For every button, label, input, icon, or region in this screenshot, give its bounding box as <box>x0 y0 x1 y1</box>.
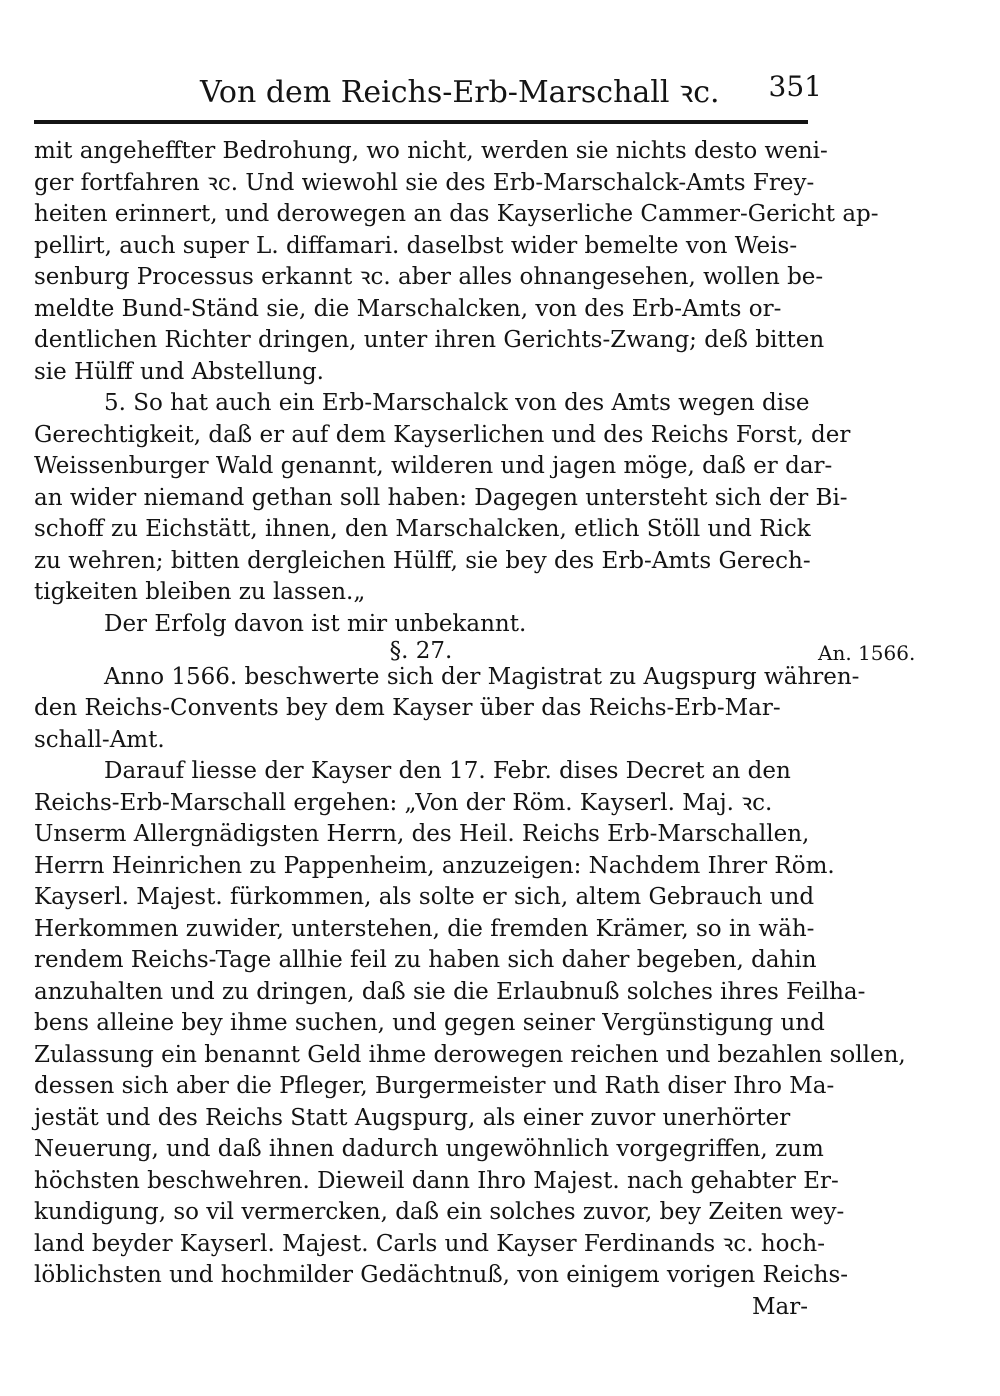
text-line: dessen sich aber die Pfleger, Burgermeister und Rath diser Ihro Ma- <box>34 1073 835 1099</box>
running-title: Von dem Reichs-Erb-Marschall ꝛc. <box>200 75 720 110</box>
text-line: schall-Amt. <box>34 727 165 753</box>
text-line: Weissenburger Wald genannt, wilderen und jagen möge, daß er dar- <box>34 453 833 479</box>
text-line: Kayserl. Majest. fürkommen, als solte er sich, altem Gebrauch und <box>34 884 815 910</box>
text-line: ger fortfahren ꝛc. Und wiewohl sie des Erb-Marschalck-Amts Frey- <box>34 170 815 196</box>
text-line: tigkeiten bleiben zu lassen.„ <box>34 579 366 605</box>
text-line: senburg Processus erkannt ꝛc. aber alles ohnangesehen, wollen be- <box>34 264 824 290</box>
text-line: Anno 1566. beschwerte sich der Magistrat zu Augspurg währen- <box>104 664 860 690</box>
text-line: Reichs-Erb-Marschall ergehen: „Von der Röm. Kayserl. Maj. ꝛc. <box>34 790 773 816</box>
text-line: mit angeheffter Bedrohung, wo nicht, werden sie nichts desto weni- <box>34 138 828 164</box>
text-line: Der Erfolg davon ist mir unbekannt. <box>104 611 527 637</box>
text-line: land beyder Kayserl. Majest. Carls und Kayser Ferdinands ꝛc. hoch- <box>34 1231 825 1257</box>
text-line: kundigung, so vil vermercken, daß ein solches zuvor, bey Zeiten wey- <box>34 1199 845 1225</box>
text-line: Herkommen zuwider, unterstehen, die fremden Krämer, so in wäh- <box>34 916 815 942</box>
text-line: höchsten beschwehren. Dieweil dann Ihro Majest. nach gehabter Er- <box>34 1168 839 1194</box>
text-line: jestät und des Reichs Statt Augspurg, als einer zuvor unerhörter <box>34 1105 791 1131</box>
text-line: Herrn Heinrichen zu Pappenheim, anzuzeigen: Nachdem Ihrer Röm. <box>34 853 835 879</box>
text-line: dentlichen Richter dringen, unter ihren Gerichts-Zwang; deß bitten <box>34 327 825 353</box>
text-line: den Reichs-Convents bey dem Kayser über das Reichs-Erb-Mar- <box>34 695 781 721</box>
header-rule <box>34 120 808 124</box>
text-line: anzuhalten und zu dringen, daß sie die Erlaubnuß solches ihres Feilha- <box>34 979 866 1005</box>
text-line: sie Hülff und Abstellung. <box>34 359 324 385</box>
text-line: zu wehren; bitten dergleichen Hülff, sie bey des Erb-Amts Gerech- <box>34 548 811 574</box>
margin-note: An. 1566. <box>818 641 916 665</box>
text-line: löblichsten und hochmilder Gedächtnuß, von einigem vorigen Reichs- <box>34 1262 849 1288</box>
text-line: Neuerung, und daß ihnen dadurch ungewöhnlich vorgegriffen, zum <box>34 1136 824 1162</box>
text-line: schoff zu Eichstätt, ihnen, den Marschalcken, etlich Stöll und Rick <box>34 516 811 542</box>
text-line: bens alleine bey ihme suchen, und gegen seiner Vergünstigung und <box>34 1010 825 1036</box>
catchword: Mar- <box>751 1294 808 1320</box>
text-line: Darauf liesse der Kayser den 17. Febr. dises Decret an den <box>104 758 791 784</box>
text-line: Gerechtigkeit, daß er auf dem Kayserlichen und des Reichs Forst, der <box>34 422 851 448</box>
page-number: 351 <box>768 70 822 103</box>
text-line: Zulassung ein benannt Geld ihme derowegen reichen und bezahlen sollen, <box>34 1042 906 1068</box>
text-line: 5. So hat auch ein Erb-Marschalck von des Amts wegen dise <box>104 390 810 416</box>
text-line: an wider niemand gethan soll haben: Dagegen untersteht sich der Bi- <box>34 485 848 511</box>
text-line: rendem Reichs-Tage allhie feil zu haben sich daher begeben, dahin <box>34 947 817 973</box>
text-line: pellirt, auch super L. diffamari. daselbst wider bemelte von Weis- <box>34 233 798 259</box>
text-line: meldte Bund-Ständ sie, die Marschalcken, von des Erb-Amts or- <box>34 296 782 322</box>
section-heading: §. 27. <box>389 638 453 664</box>
text-line: Unserm Allergnädigsten Herrn, des Heil. Reichs Erb-Marschallen, <box>34 821 810 847</box>
text-line: heiten erinnert, und derowegen an das Kayserliche Cammer-Gericht ap- <box>34 201 879 227</box>
